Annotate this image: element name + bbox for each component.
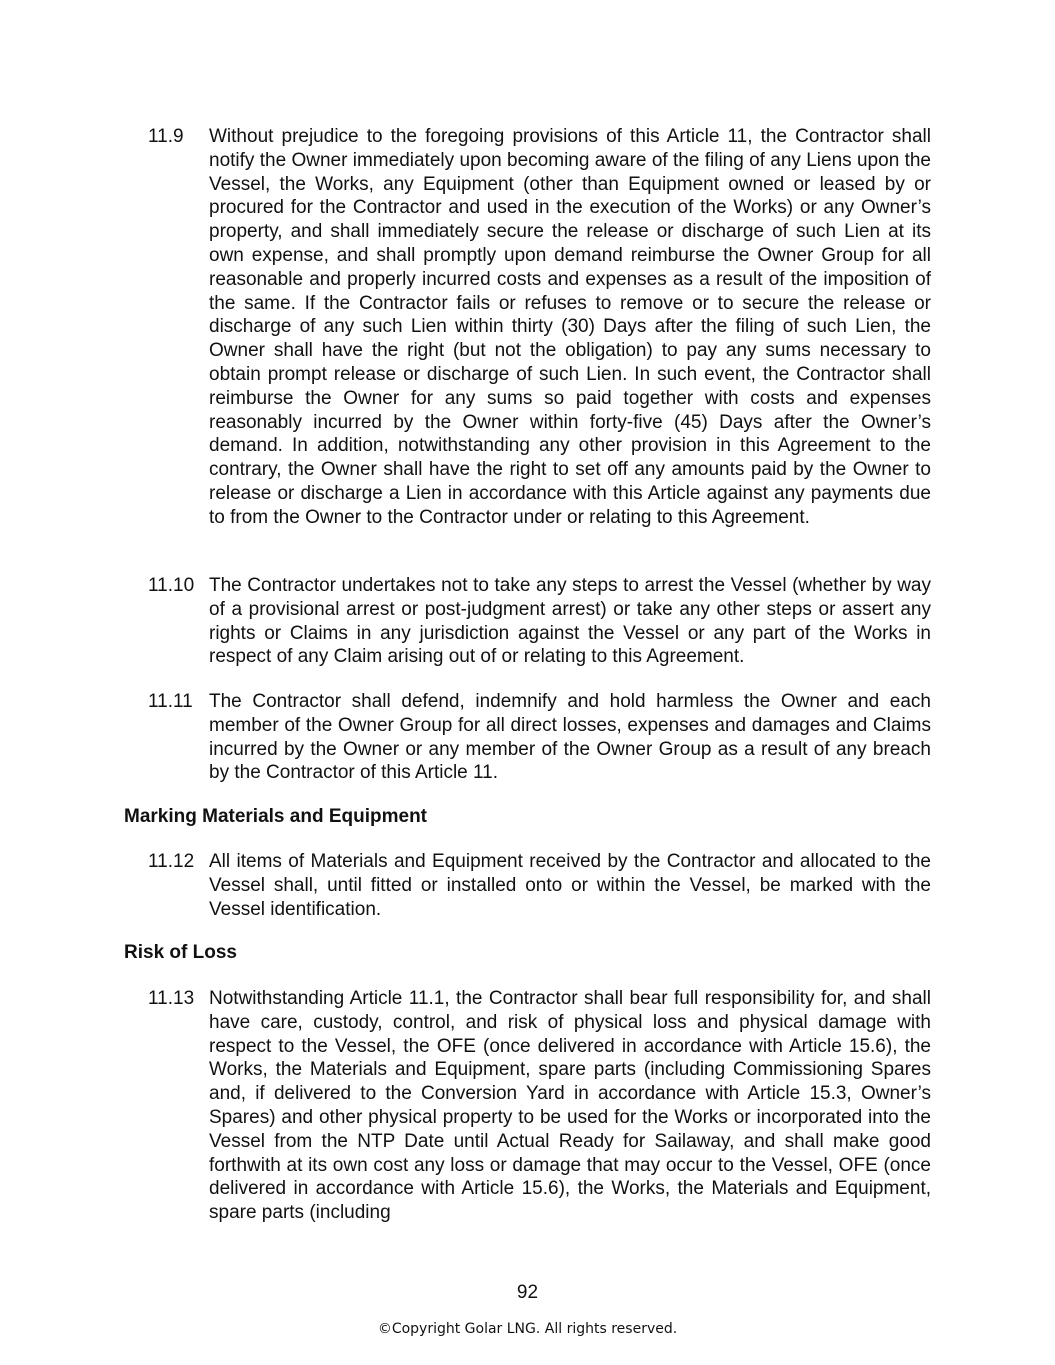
- clause-text: Notwithstanding Article 11.1, the Contractor shall bear full responsibility for, and shall have care, custody, control, and risk of physical loss and physical damage with respect to the Vessel, the OFE (once delivered in accordance with Article 15.6), the Works, the Materials and Equipment, spare parts (including Commissioning Spares and, if delivered to the Conversion Yard in accordance with Article 15.3, Owner’s Spares) and other physical property to be used for the Works or incorporated into the Vessel from the NTP Date until Actual Ready for Sailaway, and shall make good forthwith at its own cost any loss or damage that may occur to the Vessel, OFE (once delivered in accordance with Article 15.6), the Works, the Materials and Equipment, spare parts (including: [209, 988, 931, 1224]
- section-heading-risk-of-loss: Risk of Loss: [124, 942, 237, 963]
- clause-number: 11.13: [148, 988, 195, 1009]
- page-number: 92: [516, 1282, 539, 1303]
- section-heading-marking: Marking Materials and Equipment: [124, 806, 427, 827]
- clause-number: 11.11: [148, 691, 193, 712]
- clause-text: All items of Materials and Equipment received by the Contractor and allocated to the Vessel shall, until fitted or installed onto or within the Vessel, be marked with the Vessel identification.: [209, 851, 931, 920]
- clause-text: Without prejudice to the foregoing provisions of this Article 11, the Contractor shall notify the Owner immediately upon becoming aware of the filing of any Liens upon the Vessel, the Works, any Equipment (other than Equipment owned or leased by or procured for the Contractor and used in the execution of the Works) or any Owner’s property, and shall immediately secure the release or discharge of such Lien at its own expense, and shall promptly upon demand reimburse the Owner Group for all reasonable and properly incurred costs and expenses as a result of the imposition of the same. If the Contractor fails or refuses to remove or to secure the release or discharge of any such Lien within thirty (30) Days after the filing of such Lien, the Owner shall have the right (but not the obligation) to pay any sums necessary to obtain prompt release or discharge of such Lien. In such event, the Contractor shall reimburse the Owner for any sums so paid together with costs and expenses reasonably incurred by the Owner within forty-five (45) Days after the Owner’s demand. In addition, notwithstanding any other provision in this Agreement to the contrary, the Owner shall have the right to set off any amounts paid by the Owner to release or discharge a Lien in accordance with this Article against any payments due to from the Owner to the Contractor under or relating to this Agreement.: [209, 126, 931, 528]
- clause-number: 11.10: [148, 575, 195, 596]
- copyright-notice: ©Copyright Golar LNG. All rights reserved.: [377, 1321, 678, 1337]
- clause-text: The Contractor shall defend, indemnify and hold harmless the Owner and each member of the Owner Group for all direct losses, expenses and damages and Claims incurred by the Owner or any member of the Owner Group as a result of any breach by the Contractor of this Article 11.: [209, 691, 931, 784]
- clause-number: 11.12: [148, 851, 195, 872]
- clause-text: The Contractor undertakes not to take any steps to arrest the Vessel (whether by way of a provisional arrest or post-judgment arrest) or take any other steps or assert any rights or Claims in any jurisdiction against the Vessel or any part of the Works in respect of any Claim arising out of or relating to this Agreement.: [209, 575, 931, 668]
- clause-number: 11.9: [148, 126, 184, 147]
